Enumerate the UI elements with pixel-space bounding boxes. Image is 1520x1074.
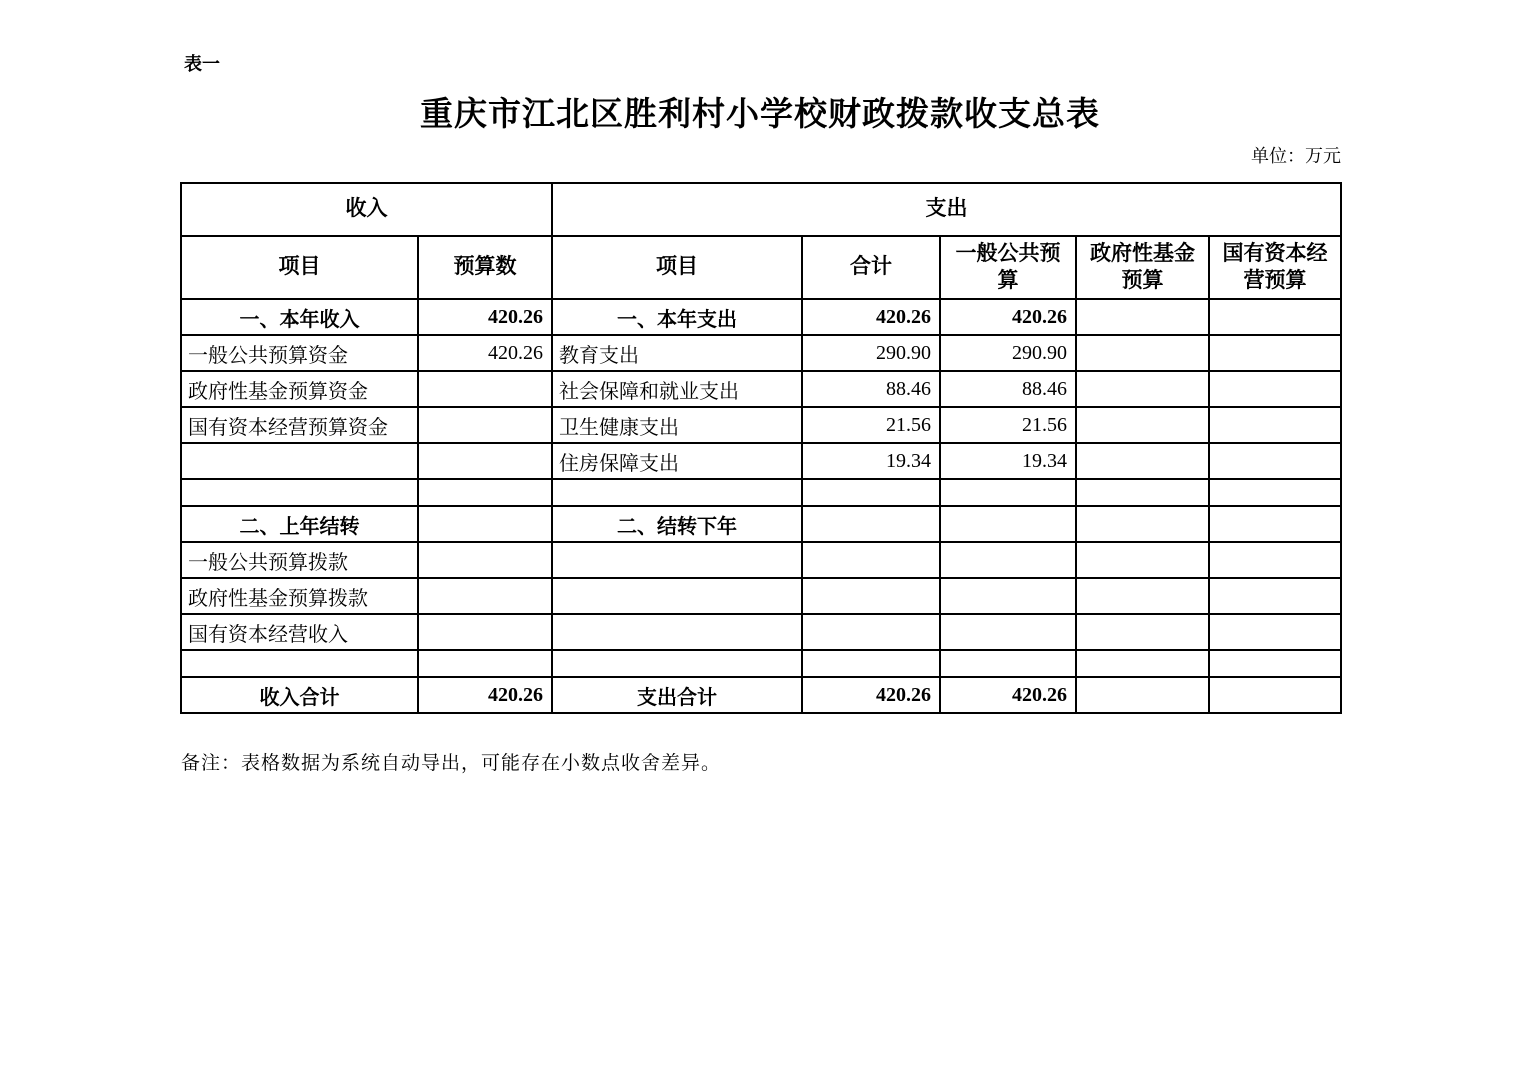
cell-exp-item: 住房保障支出 <box>552 443 802 479</box>
cell-exp-gov-fund <box>1076 335 1209 371</box>
cell-exp-general-public: 21.56 <box>940 407 1076 443</box>
cell-exp-total-value: 420.26 <box>802 677 940 713</box>
cell-income-item: 一、本年收入 <box>181 299 418 335</box>
cell-income-item: 政府性基金预算拨款 <box>181 578 418 614</box>
cell-exp-state-capital <box>1209 407 1341 443</box>
cell-income-budget <box>418 479 552 506</box>
cell-exp-item <box>552 479 802 506</box>
cell-exp-total <box>802 542 940 578</box>
cell-exp-item: 一、本年支出 <box>552 299 802 335</box>
table-row-empty <box>181 479 1341 506</box>
cell-exp-general-public: 19.34 <box>940 443 1076 479</box>
table-row <box>181 371 1341 407</box>
cell-exp-gov-fund <box>1076 650 1209 677</box>
cell-income-total-value: 420.26 <box>418 677 552 713</box>
col-header-exp-gov-fund: 政府性基金预算 <box>1076 236 1209 299</box>
cell-exp-gov-fund <box>1076 578 1209 614</box>
cell-exp-state-capital <box>1209 650 1341 677</box>
cell-income-item: 一般公共预算资金 <box>181 335 418 371</box>
cell-income-item: 一般公共预算拨款 <box>181 542 418 578</box>
column-header-row <box>181 236 1341 299</box>
cell-exp-gov-fund <box>1076 407 1209 443</box>
cell-exp-gov-fund <box>1076 371 1209 407</box>
table-row <box>181 578 1341 614</box>
cell-income-item <box>181 650 418 677</box>
cell-exp-general-public <box>940 614 1076 650</box>
cell-exp-state-capital <box>1209 614 1341 650</box>
table-row <box>181 299 1341 335</box>
cell-exp-total <box>802 614 940 650</box>
expenditure-section-header: 支出 <box>552 183 1341 236</box>
cell-exp-gov-fund <box>1076 443 1209 479</box>
table-number-label: 表一 <box>184 54 220 74</box>
table-row <box>181 614 1341 650</box>
cell-exp-state-capital <box>1209 542 1341 578</box>
cell-exp-total <box>802 479 940 506</box>
cell-exp-total <box>802 506 940 542</box>
cell-income-budget <box>418 506 552 542</box>
table-row-empty <box>181 650 1341 677</box>
cell-exp-gov-fund <box>1076 299 1209 335</box>
cell-exp-item <box>552 614 802 650</box>
totals-row <box>181 677 1341 713</box>
cell-income-item: 国有资本经营预算资金 <box>181 407 418 443</box>
cell-income-budget <box>418 443 552 479</box>
cell-exp-gov-fund-total <box>1076 677 1209 713</box>
cell-income-item <box>181 479 418 506</box>
cell-exp-total: 88.46 <box>802 371 940 407</box>
cell-exp-item: 教育支出 <box>552 335 802 371</box>
cell-exp-state-capital <box>1209 479 1341 506</box>
cell-exp-gov-fund <box>1076 542 1209 578</box>
page-title: 重庆市江北区胜利村小学校财政拨款收支总表 <box>420 97 1100 133</box>
col-header-exp-state-capital: 国有资本经营预算 <box>1209 236 1341 299</box>
cell-exp-general-public: 290.90 <box>940 335 1076 371</box>
cell-income-item: 国有资本经营收入 <box>181 614 418 650</box>
cell-exp-state-capital <box>1209 371 1341 407</box>
col-header-exp-item: 项目 <box>552 236 802 299</box>
cell-exp-state-capital <box>1209 506 1341 542</box>
cell-exp-general-public <box>940 578 1076 614</box>
cell-exp-total: 420.26 <box>802 299 940 335</box>
cell-exp-general-public <box>940 542 1076 578</box>
col-header-income-budget: 预算数 <box>418 236 552 299</box>
cell-exp-item: 二、结转下年 <box>552 506 802 542</box>
cell-income-budget <box>418 614 552 650</box>
income-section-header: 收入 <box>181 183 552 236</box>
cell-income-item: 政府性基金预算资金 <box>181 371 418 407</box>
cell-income-budget: 420.26 <box>418 335 552 371</box>
cell-exp-item: 卫生健康支出 <box>552 407 802 443</box>
cell-income-item: 二、上年结转 <box>181 506 418 542</box>
footnote: 备注：表格数据为系统自动导出，可能存在小数点收舍差异。 <box>181 753 722 774</box>
unit-note: 单位：万元 <box>1251 146 1341 166</box>
cell-exp-general-public <box>940 650 1076 677</box>
col-header-income-item: 项目 <box>181 236 418 299</box>
table-row <box>181 443 1341 479</box>
cell-exp-item <box>552 578 802 614</box>
col-header-exp-general-public: 一般公共预算 <box>940 236 1076 299</box>
cell-exp-general-public-total: 420.26 <box>940 677 1076 713</box>
cell-exp-item <box>552 542 802 578</box>
cell-exp-total-label: 支出合计 <box>552 677 802 713</box>
table-row <box>181 542 1341 578</box>
cell-exp-gov-fund <box>1076 614 1209 650</box>
cell-income-budget <box>418 371 552 407</box>
cell-exp-state-capital-total <box>1209 677 1341 713</box>
cell-exp-state-capital <box>1209 299 1341 335</box>
section-header-row <box>181 183 1341 236</box>
cell-exp-general-public: 420.26 <box>940 299 1076 335</box>
cell-income-budget <box>418 542 552 578</box>
cell-exp-state-capital <box>1209 578 1341 614</box>
cell-exp-total: 21.56 <box>802 407 940 443</box>
cell-income-budget <box>418 407 552 443</box>
table-row <box>181 335 1341 371</box>
cell-exp-gov-fund <box>1076 506 1209 542</box>
cell-exp-state-capital <box>1209 443 1341 479</box>
cell-income-total-label: 收入合计 <box>181 677 418 713</box>
col-header-exp-total: 合计 <box>802 236 940 299</box>
budget-summary-table <box>180 182 1342 714</box>
cell-exp-general-public <box>940 479 1076 506</box>
cell-income-item <box>181 443 418 479</box>
table-row <box>181 506 1341 542</box>
cell-exp-total: 290.90 <box>802 335 940 371</box>
cell-exp-total: 19.34 <box>802 443 940 479</box>
cell-exp-item <box>552 650 802 677</box>
cell-exp-general-public: 88.46 <box>940 371 1076 407</box>
cell-exp-state-capital <box>1209 335 1341 371</box>
cell-income-budget: 420.26 <box>418 299 552 335</box>
cell-exp-item: 社会保障和就业支出 <box>552 371 802 407</box>
cell-income-budget <box>418 650 552 677</box>
cell-exp-total <box>802 650 940 677</box>
cell-exp-total <box>802 578 940 614</box>
cell-exp-general-public <box>940 506 1076 542</box>
table-row <box>181 407 1341 443</box>
cell-income-budget <box>418 578 552 614</box>
cell-exp-gov-fund <box>1076 479 1209 506</box>
